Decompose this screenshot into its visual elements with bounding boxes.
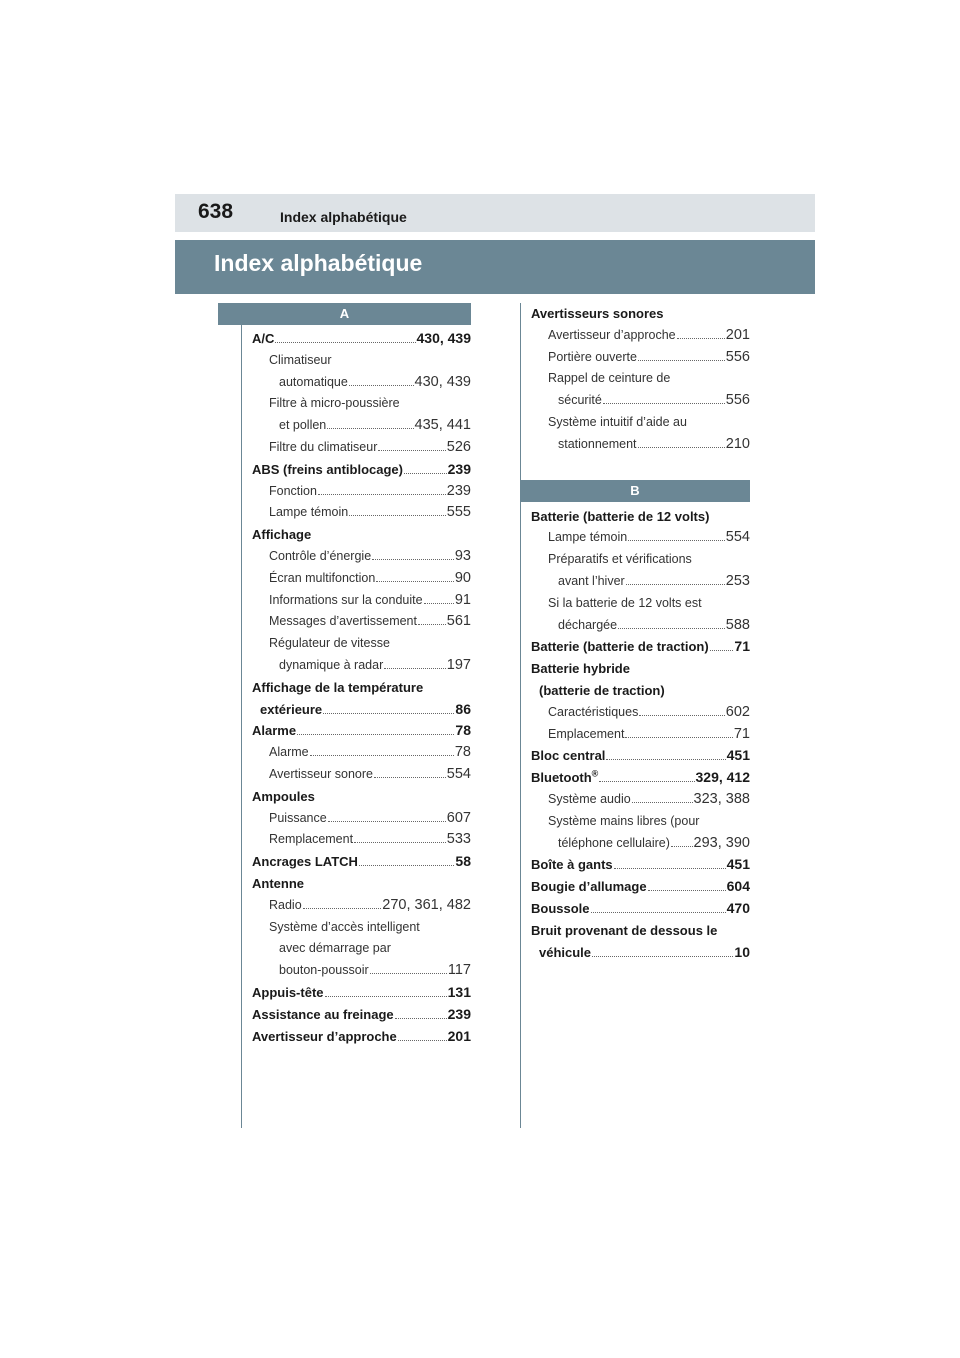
index-subentry: Messages d’avertissement 561 bbox=[252, 611, 471, 633]
page-reference[interactable]: 58 bbox=[455, 853, 471, 870]
index-subentry: Climatiseur bbox=[269, 352, 332, 367]
index-entry: Avertisseurs sonores bbox=[531, 306, 664, 321]
running-header: Index alphabétique bbox=[280, 209, 407, 225]
index-subentry: Fonction 239 bbox=[252, 481, 471, 503]
page-reference[interactable]: 239 bbox=[447, 460, 471, 477]
index-entry-cont: (batterie de traction) bbox=[539, 682, 665, 698]
letter-heading-a: A bbox=[218, 303, 471, 325]
page-reference[interactable]: 71 bbox=[734, 638, 750, 655]
page-reference[interactable]: 430, 439 bbox=[414, 373, 471, 390]
index-subentry: Écran multifonction 90 bbox=[252, 568, 471, 590]
index-subentry: Avertisseur sonore 554 bbox=[252, 764, 471, 786]
left-column-rule bbox=[241, 303, 242, 1128]
page-reference[interactable]: 210 bbox=[725, 435, 750, 452]
index-entry: Boîte à gants 451 bbox=[531, 854, 750, 876]
index-entry: Bluetooth® 329, 412 bbox=[531, 767, 750, 789]
index-subentry: Système audio 323, 388 bbox=[531, 789, 750, 811]
index-subentry: Si la batterie de 12 volts est bbox=[548, 595, 702, 610]
index-subentry: Contrôle d’énergie 93 bbox=[252, 546, 471, 568]
index-entry: ABS (freins antiblocage) 239 bbox=[252, 459, 471, 481]
index-subentry-cont: automatique 430, 439 bbox=[252, 372, 471, 394]
index-entry: Affichage bbox=[252, 527, 312, 543]
index-subentry-cont: dynamique à radar 197 bbox=[252, 655, 471, 677]
index-entry: Batterie hybride bbox=[531, 661, 630, 677]
index-column-left bbox=[252, 303, 471, 1047]
page-reference[interactable]: 86 bbox=[455, 700, 471, 717]
registered-mark: ® bbox=[591, 768, 599, 779]
index-subentry: Remplacement 533 bbox=[252, 829, 471, 851]
index-subentry: Système intuitif d’aide au bbox=[548, 414, 687, 429]
page-reference[interactable]: 239 bbox=[446, 482, 471, 499]
page-reference[interactable]: 526 bbox=[446, 438, 471, 455]
index-entry: Bruit provenant de dessous le bbox=[531, 922, 718, 938]
page-reference[interactable]: 470 bbox=[726, 899, 750, 916]
index-subentry: Filtre du climatiseur 526 bbox=[252, 437, 471, 459]
index-entry: Appuis-tête 131 bbox=[252, 982, 471, 1004]
index-entry: Batterie (batterie de 12 volts) bbox=[531, 508, 710, 524]
index-entry: Ancrages LATCH 58 bbox=[252, 851, 471, 873]
page-reference[interactable]: 561 bbox=[446, 613, 471, 630]
index-subentry-cont: sécurité 556 bbox=[531, 390, 750, 412]
index-subentry: Alarme 78 bbox=[252, 742, 471, 764]
page-reference[interactable]: 117 bbox=[447, 962, 471, 979]
index-subentry-cont: stationnement 210 bbox=[531, 434, 750, 456]
index-column-right bbox=[531, 303, 750, 963]
page-reference[interactable]: 201 bbox=[447, 1027, 471, 1044]
index-subentry: Filtre à micro-poussière bbox=[269, 396, 400, 411]
index-subentry: Lampe témoin 554 bbox=[531, 527, 750, 549]
page-reference[interactable]: 604 bbox=[726, 878, 750, 895]
header-bar bbox=[175, 194, 815, 232]
page-reference[interactable]: 270, 361, 482 bbox=[382, 896, 471, 913]
page-reference[interactable]: 90 bbox=[454, 569, 471, 586]
index-entry: Batterie (batterie de traction) 71 bbox=[531, 636, 750, 658]
page-reference[interactable]: 588 bbox=[725, 616, 750, 633]
page-reference[interactable]: 78 bbox=[454, 744, 471, 761]
index-entry: Boussole 470 bbox=[531, 898, 750, 920]
index-subentry-cont: avec démarrage par bbox=[279, 941, 391, 956]
index-entry: Affichage de la température bbox=[252, 679, 424, 695]
page-title: Index alphabétique bbox=[214, 250, 423, 276]
page-reference[interactable]: 607 bbox=[446, 809, 471, 826]
index-subentry: Portière ouverte 556 bbox=[531, 347, 750, 369]
index-subentry-cont: téléphone cellulaire) 293, 390 bbox=[531, 833, 750, 855]
index-subentry-cont: avant l’hiver 253 bbox=[531, 571, 750, 593]
page-reference[interactable]: 201 bbox=[725, 326, 750, 343]
index-subentry-cont: bouton-poussoir 117 bbox=[252, 960, 471, 982]
index-subentry: Système mains libres (pour bbox=[548, 813, 700, 828]
page-reference[interactable]: 71 bbox=[733, 725, 750, 742]
index-subentry-cont: et pollen 435, 441 bbox=[252, 415, 471, 437]
page-reference[interactable]: 556 bbox=[725, 392, 750, 409]
index-entry: Avertisseur d’approche 201 bbox=[252, 1026, 471, 1048]
index-entry: A/C 430, 439 bbox=[252, 328, 471, 350]
index-subentry: Préparatifs et vérifications bbox=[548, 552, 692, 567]
index-entry: Bougie d’allumage 604 bbox=[531, 876, 750, 898]
page-reference[interactable]: 554 bbox=[725, 529, 750, 546]
page-number: 638 bbox=[198, 200, 234, 223]
page-reference[interactable]: 293, 390 bbox=[693, 834, 750, 851]
index-entry: Ampoules bbox=[252, 788, 315, 804]
page-reference[interactable]: 239 bbox=[447, 1005, 471, 1022]
index-subentry: Radio 270, 361, 482 bbox=[252, 895, 471, 917]
page-reference[interactable]: 197 bbox=[446, 656, 471, 673]
page-reference[interactable]: 555 bbox=[446, 504, 471, 521]
index-subentry: Puissance 607 bbox=[252, 808, 471, 830]
right-column-rule bbox=[520, 303, 521, 1128]
page-reference[interactable]: 602 bbox=[725, 703, 750, 720]
index-entry-cont: extérieure 86 bbox=[252, 699, 471, 721]
index-entry: Bloc central 451 bbox=[531, 745, 750, 767]
index-subentry: Caractéristiques 602 bbox=[531, 702, 750, 724]
index-entry-cont: véhicule 10 bbox=[531, 942, 750, 964]
page-reference[interactable]: 451 bbox=[726, 747, 750, 764]
page-reference[interactable]: 131 bbox=[447, 983, 471, 1000]
page-reference[interactable]: 435, 441 bbox=[414, 417, 471, 434]
page-reference[interactable]: 253 bbox=[725, 572, 750, 589]
index-entry: Assistance au freinage 239 bbox=[252, 1004, 471, 1026]
page-reference[interactable]: 329, 412 bbox=[695, 769, 750, 786]
page-reference[interactable]: 533 bbox=[446, 831, 471, 848]
page-reference[interactable]: 93 bbox=[454, 547, 471, 564]
page-reference[interactable]: 78 bbox=[455, 722, 471, 739]
page-reference[interactable]: 554 bbox=[446, 765, 471, 782]
index-subentry: Emplacement 71 bbox=[531, 724, 750, 746]
index-entry: Alarme 78 bbox=[252, 720, 471, 742]
index-subentry: Rappel de ceinture de bbox=[548, 371, 671, 386]
page-reference[interactable]: 10 bbox=[734, 943, 750, 960]
index-subentry: Régulateur de vitesse bbox=[269, 636, 390, 651]
index-subentry: Lampe témoin 555 bbox=[252, 502, 471, 524]
index-subentry-cont: déchargée 588 bbox=[531, 615, 750, 637]
page-reference[interactable]: 556 bbox=[725, 348, 750, 365]
index-entry: Antenne bbox=[252, 875, 304, 891]
page-reference[interactable]: 430, 439 bbox=[416, 330, 471, 346]
index-subentry: Système d’accès intelligent bbox=[269, 919, 420, 934]
index-subentry: Avertisseur d’approche 201 bbox=[531, 325, 750, 347]
page-reference[interactable]: 91 bbox=[454, 591, 471, 608]
letter-heading-b: B bbox=[520, 480, 750, 502]
index-subentry: Informations sur la conduite 91 bbox=[252, 590, 471, 612]
page-reference[interactable]: 323, 388 bbox=[693, 790, 750, 807]
page-reference[interactable]: 451 bbox=[726, 856, 750, 873]
